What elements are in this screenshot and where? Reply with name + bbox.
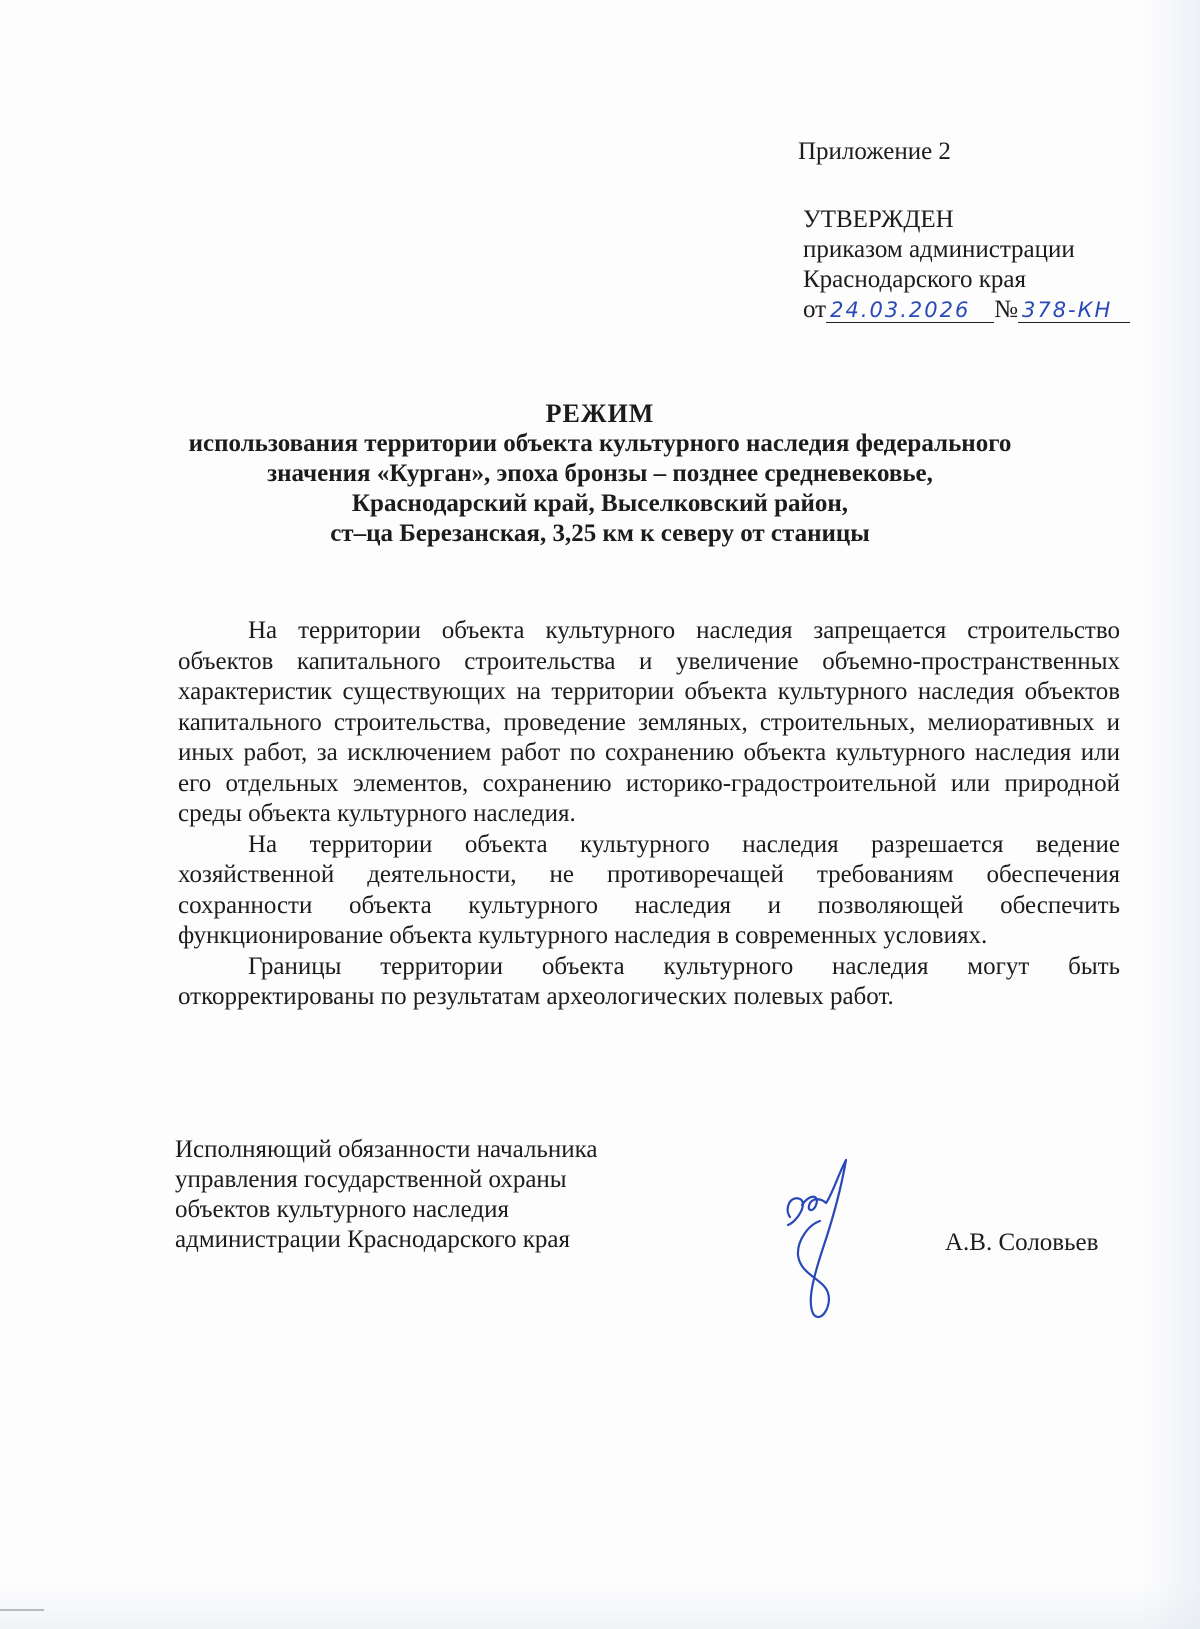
appendix-label: Приложение 2 xyxy=(798,138,951,165)
document-heading xyxy=(150,399,1050,549)
approval-stamp-block xyxy=(803,205,1130,325)
handwritten-signature xyxy=(780,1155,890,1325)
document-body xyxy=(178,616,1120,1013)
approval-date-line xyxy=(803,295,1130,325)
heading-line-1: использования территории объекта культурного наследия федерального xyxy=(188,430,1012,457)
document-title: РЕЖИМ xyxy=(545,399,655,428)
approval-status: УТВЕРЖДЕН xyxy=(803,206,954,233)
scan-edge-shading xyxy=(1140,0,1200,1629)
position-line-1: Исполняющий обязанности начальника xyxy=(175,1136,598,1163)
scan-edge-mark xyxy=(0,1609,44,1611)
signatory-position xyxy=(175,1135,597,1255)
number-prefix: № xyxy=(994,296,1018,323)
position-line-4: администрации Краснодарского края xyxy=(175,1226,571,1253)
body-paragraph-3: Границы территории объекта культурного наследия могут быть откорректированы по результатам археологических полевых работ. xyxy=(178,952,1120,1010)
position-line-3: объектов культурного наследия xyxy=(175,1196,509,1223)
approval-line-1: приказом администрации xyxy=(803,236,1075,263)
date-prefix: от xyxy=(803,296,827,323)
body-paragraph-2: На территории объекта культурного наследия разрешается ведение хозяйственной деятельности, не противоречащей требованиям обеспечения сохранности объекта культурного наследия и позволяющей обеспечить функционирование объекта культурного наследия в современных условиях. xyxy=(178,830,1120,949)
handwritten-number: 378-КН xyxy=(1018,298,1130,323)
body-paragraph-1: На территории объекта культурного наследия запрещается строительство объектов капитального строительства и увеличение объемно-пространственных характеристик существующих на территории объекта культурного наследия объектов капитального строительства, проведение земляных, строительных, мелиоративных и иных работ, за исключением работ по сохранению объекта культурного наследия или его отдельных элементов, сохранению историко-градостроительной или природной среды объекта культурного наследия. xyxy=(178,617,1120,827)
signer-name: А.В. Соловьев xyxy=(945,1229,1099,1256)
approval-line-2: Краснодарского края xyxy=(803,266,1026,293)
scan-bottom-shading xyxy=(0,1583,1200,1629)
position-line-2: управления государственной охраны xyxy=(175,1166,567,1193)
heading-line-3: Краснодарский край, Выселковский район, xyxy=(351,490,849,517)
handwritten-date: 24.03.2026 xyxy=(826,298,994,323)
heading-line-2: значения «Курган», эпоха бронзы – позднее средневековье, xyxy=(267,460,933,487)
heading-line-4: ст–ца Березанская, 3,25 км к северу от станицы xyxy=(330,520,870,547)
